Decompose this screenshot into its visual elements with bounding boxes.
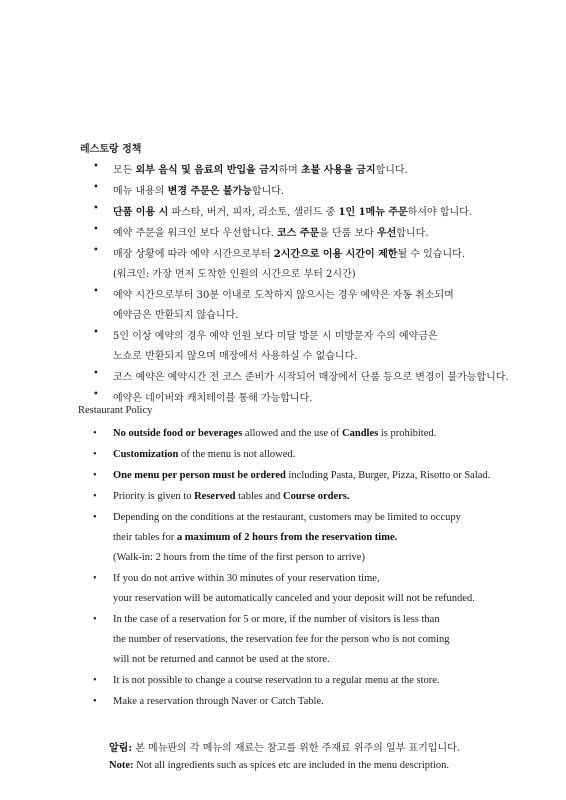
bullet: • bbox=[93, 224, 99, 235]
note-label: 알림: bbox=[109, 743, 133, 754]
kr-policy-text: 모든 외부 음식 및 음료의 반입을 금지하며 초불 사용을 금지합니다. bbox=[113, 165, 408, 176]
note-label: Note: bbox=[109, 760, 134, 771]
kr-policy-continuation: (워크인: 가장 먼저 도착한 인원의 시간으로 부터 2시간) bbox=[113, 269, 356, 280]
en-policy-continuation: your reservation will be automatically canceled and your deposit will not be refunded. bbox=[113, 593, 475, 604]
korean-note bbox=[109, 739, 460, 754]
en-policy-text: If you do not arrive within 30 minutes of your reservation time, bbox=[113, 573, 380, 584]
en-policy-continuation: will not be returned and cannot be used at the store. bbox=[113, 654, 330, 665]
bullet: • bbox=[93, 182, 99, 193]
kr-policy-text: 단품 이용 시 파스타, 버거, 피자, 리소토, 샐러드 중 1인 1메뉴 주문하셔야 합니다. bbox=[113, 207, 472, 218]
note-text: 본 메뉴판의 각 메뉴의 재료는 참고를 위한 주재료 위주의 일부 표기입니다. bbox=[132, 743, 460, 754]
en-policy-text: One menu per person must be ordered including Pasta, Burger, Pizza, Risotto or Salad. bbox=[113, 470, 491, 481]
note-text: Not all ingredients such as spices etc are included in the menu description. bbox=[133, 760, 449, 771]
kr-policy-continuation: 노쇼로 반환되지 않으며 매장에서 사용하실 수 없습니다. bbox=[113, 351, 358, 362]
bullet: • bbox=[93, 614, 97, 625]
bullet: • bbox=[93, 327, 99, 338]
kr-policy-text: 메뉴 내용의 변경 주문은 불가능합니다. bbox=[113, 186, 285, 197]
en-policy-continuation: the number of reservations, the reservation fee for the person who is not coming bbox=[113, 634, 450, 645]
bullet: • bbox=[93, 573, 97, 584]
kr-policy-text: 코스 예약은 예약시간 전 코스 준비가 시작되어 매장에서 단품 등으로 변경이 불가능합니다. bbox=[113, 372, 509, 383]
kr-policy-text: 5인 이상 예약의 경우 예약 인원 보다 미달 방문 시 미방문자 수의 예약금은 bbox=[113, 331, 438, 342]
en-policy-text: Make a reservation through Naver or Catch Table. bbox=[113, 696, 324, 707]
en-policy-continuation: their tables for a maximum of 2 hours from the reservation time. bbox=[113, 532, 398, 543]
en-policy-text: Priority is given to Reserved tables and Course orders. bbox=[113, 491, 350, 502]
kr-policy-text: 예약 주문을 워크인 보다 우선합니다. 코스 주문을 단품 보다 우선합니다. bbox=[113, 228, 429, 239]
en-policy-continuation: (Walk-in: 2 hours from the time of the first person to arrive) bbox=[113, 552, 365, 563]
bullet: • bbox=[93, 675, 97, 686]
bullet: • bbox=[93, 470, 97, 481]
en-policy-text: It is not possible to change a course reservation to a regular menu at the store. bbox=[113, 675, 440, 686]
kr-policy-text: 매장 상황에 따라 예약 시간으로부터 2시간으로 이용 시간이 제한될 수 있습니다. bbox=[113, 249, 465, 260]
english-note bbox=[109, 760, 449, 771]
bullet: • bbox=[93, 286, 99, 297]
en-policy-text: No outside food or beverages allowed and the use of Candles is prohibited. bbox=[113, 428, 437, 439]
bullet: • bbox=[93, 696, 97, 707]
bullet: • bbox=[93, 161, 99, 172]
bullet: • bbox=[93, 449, 97, 460]
bullet: • bbox=[93, 368, 99, 379]
en-policy-text: Depending on the conditions at the restaurant, customers may be limited to occupy bbox=[113, 512, 461, 523]
kr-policy-text: 예약 시간으로부터 30분 이내로 도착하지 않으시는 경우 예약은 자동 취소되며 bbox=[113, 290, 454, 301]
bullet: • bbox=[93, 512, 97, 523]
english-policy-title: Restaurant Policy bbox=[78, 405, 153, 416]
bullet: • bbox=[93, 428, 97, 439]
en-policy-text: Customization of the menu is not allowed. bbox=[113, 449, 296, 460]
bullet: • bbox=[93, 245, 99, 256]
bullet: • bbox=[93, 203, 99, 214]
kr-policy-text: 예약은 네이버와 캐치테이블 통해 가능합니다. bbox=[113, 393, 313, 404]
en-policy-text: In the case of a reservation for 5 or more, if the number of visitors is less than bbox=[113, 614, 440, 625]
kr-policy-continuation: 예약금은 반환되지 않습니다. bbox=[113, 310, 239, 321]
korean-policy-title: 레스토랑 정책 bbox=[80, 144, 142, 155]
bullet: • bbox=[93, 491, 97, 502]
bullet: • bbox=[93, 389, 99, 400]
